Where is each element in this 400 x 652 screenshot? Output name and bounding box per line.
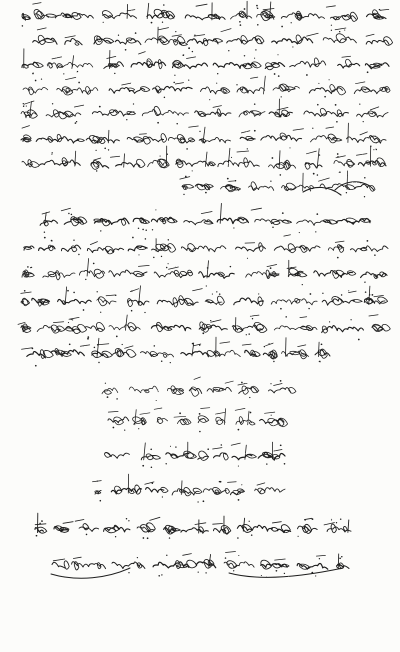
handwriting-dot [151, 467, 153, 469]
handwriting-dot [86, 534, 88, 536]
handwriting-dot [339, 171, 341, 173]
handwriting-dot [280, 380, 282, 382]
handwriting-dot [169, 537, 170, 538]
handwriting-dot [285, 316, 287, 318]
handwriting-dot [272, 157, 274, 159]
handwriting-dot [183, 54, 184, 55]
handwriting-dot [166, 267, 168, 269]
handwriting-dot [138, 254, 139, 255]
handwriting-dot [103, 22, 104, 23]
handwriting-dot [210, 320, 211, 321]
handwriting-dot [203, 500, 205, 502]
handwriting-dot [281, 26, 283, 28]
handwriting-dot [162, 22, 163, 23]
handwriting-dot [52, 152, 53, 153]
handwriting-dot [281, 96, 282, 97]
handwriting-dot [367, 240, 369, 242]
handwriting-dot [168, 263, 169, 264]
handwriting-dot [192, 170, 193, 171]
handwriting-dot [216, 291, 217, 292]
handwriting-dot [96, 170, 97, 171]
handwriting-dot [183, 194, 184, 195]
handwriting-dot [95, 150, 96, 151]
handwriting-dot [324, 96, 326, 98]
handwriting-dot [261, 575, 262, 576]
handwriting-dot [319, 558, 320, 559]
handwriting-dot [39, 523, 41, 525]
handwriting-dot [257, 24, 259, 26]
handwriting-dot [217, 73, 218, 74]
handwriting-dot [69, 343, 71, 345]
handwriting-dot [138, 228, 139, 229]
handwriting-dot [227, 178, 229, 180]
handwriting-dot [270, 267, 272, 269]
handwriting-dot [161, 256, 162, 257]
handwriting-dot [379, 9, 381, 11]
handwriting-dot [374, 254, 376, 256]
handwriting-dot [318, 83, 319, 84]
handwriting-dot [337, 153, 339, 155]
handwriting-dot [30, 267, 31, 268]
handwriting-dot [135, 32, 137, 34]
handwriting-dot [331, 30, 332, 31]
handwriting-stroke [109, 50, 110, 68]
handwriting-dot [116, 398, 118, 400]
handwriting-dot [78, 254, 79, 255]
handwriting-dot [85, 279, 86, 280]
handwriting-dot [247, 258, 248, 259]
handwriting-dot [51, 240, 53, 242]
handwriting-dot [272, 227, 274, 229]
handwriting-dot [235, 180, 236, 181]
handwriting-dot [23, 105, 25, 107]
handwriting-dot [179, 412, 181, 414]
handwriting-dot [365, 291, 367, 293]
handwriting-dot [125, 49, 127, 51]
handwriting-dot [225, 557, 226, 558]
handwriting-dot [153, 257, 155, 259]
handwriting-dot [70, 319, 71, 320]
handwriting-dot [241, 484, 242, 485]
handwriting-dot [207, 448, 209, 450]
handwriting-dot [122, 344, 123, 345]
handwriting-dot [237, 537, 239, 539]
handwriting-dot [256, 5, 258, 7]
handwriting-dot [185, 176, 186, 177]
handwriting-dot [100, 312, 101, 313]
handwriting-dot [205, 192, 207, 194]
handwriting-dot [173, 82, 175, 84]
handwriting-dot [143, 537, 145, 539]
handwriting-dot [41, 79, 42, 80]
handwriting-dot [331, 25, 332, 26]
handwriting-dot [238, 466, 239, 467]
handwriting-dot [199, 413, 201, 415]
handwriting-stroke [286, 338, 287, 357]
handwriting-dot [115, 294, 117, 296]
handwriting-dot [372, 294, 374, 296]
handwriting-dot [321, 343, 323, 345]
handwriting-dot [322, 293, 323, 294]
handwriting-dot [315, 575, 316, 576]
handwriting-dot [312, 128, 313, 129]
handwriting-dot [151, 22, 153, 24]
handwriting-dot [197, 501, 198, 502]
handwriting-dot [126, 119, 127, 120]
handwriting-dot [337, 156, 338, 157]
handwriting-dot [331, 519, 332, 520]
handwriting-dot [71, 214, 73, 216]
handwriting-dot [72, 319, 73, 320]
handwriting-dot [244, 55, 245, 56]
handwriting-dot [284, 573, 285, 574]
handwriting-dot [124, 429, 125, 430]
handwriting-dot [238, 555, 239, 556]
handwriting-dot [154, 345, 156, 347]
handwriting-dot [313, 173, 315, 175]
handwriting-dot [367, 71, 369, 73]
handwriting-dot [145, 229, 146, 230]
handwriting-dot [269, 343, 270, 344]
handwriting-dot [341, 294, 342, 295]
handwriting-dot [359, 103, 360, 104]
handwriting-dot [83, 309, 85, 311]
handwriting-dot [118, 35, 119, 36]
handwriting-dot [231, 157, 232, 158]
handwriting-dot [238, 429, 240, 431]
handwriting-dot [78, 82, 80, 84]
handwriting-dot [100, 500, 102, 502]
handwriting-dot [152, 482, 154, 484]
handwriting-dot [186, 148, 188, 150]
handwriting-stroke [127, 4, 128, 18]
handwriting-dot [239, 21, 241, 23]
handwriting-dot [363, 121, 364, 122]
handwriting-dot [156, 400, 157, 401]
handwriting-dot [228, 50, 229, 51]
handwriting-dot [205, 572, 206, 573]
handwriting-dot [264, 346, 265, 347]
handwriting-dot [220, 481, 222, 483]
handwriting-dot [26, 106, 27, 107]
handwriting-dot [337, 257, 339, 259]
handwriting-dot [163, 4, 165, 6]
handwriting-dot [233, 570, 234, 571]
handwriting-dot [209, 99, 210, 100]
handwriting-dot [147, 537, 149, 539]
handwriting-dot [249, 521, 250, 522]
handwriting-dot [52, 103, 53, 104]
handwriting-dot [339, 557, 341, 559]
handwriting-dot [273, 361, 274, 362]
handwriting-dot [164, 97, 165, 98]
handwriting-dot [340, 518, 341, 519]
handwriting-dot [68, 322, 69, 323]
handwriting-dot [100, 230, 101, 231]
handwriting-stroke [348, 123, 349, 142]
handwriting-dot [339, 31, 340, 32]
handwriting-dot [233, 227, 234, 228]
handwriting-dot [35, 365, 37, 367]
handwriting-dot [252, 318, 253, 319]
handwriting-dot [32, 73, 34, 75]
handwriting-dot [280, 444, 282, 446]
handwriting-dot [257, 8, 259, 10]
handwriting-dot [75, 122, 77, 124]
handwriting-dot [67, 290, 69, 292]
handwriting-dot [133, 103, 134, 104]
handwriting-dot [238, 499, 240, 501]
handwriting-dot [150, 449, 152, 451]
handwriting-dot [131, 310, 133, 312]
handwriting-dot [77, 71, 78, 72]
handwriting-dot [35, 80, 37, 82]
handwriting-dot [336, 121, 338, 123]
handwriting-dot [158, 575, 160, 577]
handwriting-dot [278, 75, 280, 77]
handwriting-dot [194, 34, 195, 35]
handwriting-dot [76, 121, 77, 122]
handwriting-dot [160, 156, 161, 157]
handwriting-dot [68, 213, 69, 214]
handwriting-dot [114, 73, 115, 74]
handwriting-dot [44, 237, 46, 239]
handwriting-dot [165, 463, 166, 464]
handwriting-dot [51, 154, 52, 155]
handwriting-dot [240, 24, 242, 26]
handwriting-dot [350, 319, 351, 320]
handwriting-dot [126, 518, 127, 519]
handwriting-dot [291, 267, 292, 268]
handwriting-dot [364, 177, 366, 179]
handwriting-dot [312, 518, 314, 520]
handwriting-dot [247, 148, 248, 149]
handwriting-dot [358, 339, 360, 341]
handwriting-dot [289, 147, 290, 148]
handwriting-dot [142, 465, 144, 467]
handwriting-dot [284, 463, 286, 465]
handwriting-dot [373, 149, 374, 150]
handwriting-dot [170, 362, 171, 363]
handwriting-dot [280, 308, 282, 310]
handwriting-dot [298, 536, 299, 537]
handwriting-dot [335, 104, 337, 106]
handwriting-dot [292, 46, 293, 47]
handwriting-dot [364, 196, 365, 197]
handwriting-dot [230, 266, 231, 267]
handwriting-dot [344, 30, 345, 31]
handwriting-dot [199, 345, 200, 346]
handwriting-dot [317, 174, 319, 176]
handwriting-dot [128, 572, 129, 573]
handwriting-dot [306, 74, 308, 76]
handwriting-dot [27, 266, 29, 268]
handwriting-dot [108, 149, 109, 150]
handwriting-dot [44, 231, 45, 232]
handwriting-dot [274, 73, 276, 75]
handwriting-dot [270, 181, 271, 182]
handwriting-dot [276, 570, 278, 572]
handwriting-dot [254, 103, 256, 105]
handwriting-dot [249, 397, 250, 398]
handwriting-dot [308, 308, 309, 309]
handwriting-dot [188, 47, 190, 49]
handwriting-dot [166, 555, 167, 556]
handwriting-dot [128, 520, 129, 521]
handwriting-dot [144, 312, 145, 313]
handwriting-dot [105, 383, 106, 384]
handwriting-dot [161, 574, 162, 575]
handwriting-dot [270, 383, 271, 384]
handwriting-dot [219, 293, 221, 295]
handwriting-dot [107, 396, 109, 398]
handwriting-dot [304, 519, 305, 520]
handwriting-dot [348, 290, 349, 291]
handwriting-dot [236, 84, 237, 85]
handwriting-dot [277, 54, 278, 55]
handwriting-dot [248, 333, 249, 334]
handwriting-dot [73, 240, 74, 241]
handwriting-dot [175, 446, 176, 447]
handwriting-dot [336, 522, 337, 523]
handwriting-dot [206, 285, 207, 286]
handwriting-dot [145, 238, 147, 240]
handwriting-dot [212, 294, 213, 295]
handwriting-dot [137, 557, 138, 558]
handwriting-dot [155, 209, 156, 210]
handwriting-dot [299, 232, 300, 233]
handwriting-dot [319, 361, 321, 363]
handwriting-dot [132, 237, 134, 239]
handwriting-dot [93, 263, 95, 265]
handwriting-dot [87, 338, 89, 340]
handwriting-dot [199, 131, 200, 132]
handwriting-dot [116, 336, 118, 338]
handwriting-dot [341, 556, 342, 557]
handwriting-dot [98, 362, 99, 363]
handwriting-dot [22, 25, 24, 27]
handwriting-dot [192, 51, 193, 52]
handwriting-dot [246, 334, 247, 335]
handwriting-dot [254, 130, 256, 132]
handwriting-dot [175, 31, 176, 32]
handwriting-dot [97, 480, 98, 481]
handwriting-dot [329, 321, 330, 322]
handwriting-dot [251, 534, 253, 536]
handwriting-dot [176, 123, 177, 124]
handwriting-dot [302, 284, 303, 285]
handwriting-dot [157, 122, 159, 124]
handwriting-dot [216, 83, 217, 84]
handwriting-dot [291, 22, 292, 23]
handwriting-dot [168, 239, 169, 240]
handwriting-dot [115, 536, 116, 537]
handwriting-dot [36, 535, 38, 537]
handwriting-dot [329, 79, 330, 80]
handwriting-dot [73, 292, 75, 294]
handwriting-dot [364, 282, 365, 283]
handwriting-dot [266, 463, 267, 464]
handwriting-dot [113, 427, 115, 429]
handwriting-dot [152, 229, 153, 230]
handwriting-dot [255, 49, 256, 50]
handwriting-dot [162, 496, 163, 497]
handwriting-dot [142, 229, 144, 231]
handwriting-stroke [338, 554, 339, 569]
handwriting-dot [258, 293, 259, 294]
handwriting-dot [316, 213, 318, 215]
handwriting-dot [198, 571, 199, 572]
handwriting-dot [97, 291, 98, 292]
handwriting-dot [376, 149, 377, 150]
handwriting-dot [202, 332, 204, 334]
handwriting-dot [99, 106, 101, 108]
handwriting-dot [250, 412, 252, 414]
handwriting-dot [280, 174, 282, 176]
handwriting-dot [161, 360, 162, 361]
handwriting-dot [271, 415, 272, 416]
handwriting-dot [317, 104, 319, 106]
handwriting-dot [282, 212, 284, 214]
handwriting-dot [244, 8, 246, 10]
handwriting-dot [241, 382, 243, 384]
handwriting-dot [41, 520, 43, 522]
handwriting-dot [319, 154, 320, 155]
handwriting-dot [199, 431, 201, 433]
handwriting-dot [310, 293, 312, 295]
handwriting-dot [221, 444, 222, 445]
handwriting-dot [315, 231, 316, 232]
handwriting-dot [24, 290, 26, 292]
handwriting-dot [346, 192, 347, 193]
handwriting-stroke [139, 134, 146, 135]
handwriting-dot [131, 290, 132, 291]
handwriting-dot [188, 79, 189, 80]
handwriting-dot [32, 348, 34, 350]
handwriting-dot [23, 103, 24, 104]
handwriting-dot [94, 347, 96, 349]
handwriting-dot [170, 446, 171, 447]
handwriting-dot [104, 148, 106, 150]
handwriting-dot [87, 336, 89, 338]
handwriting-dot [63, 73, 64, 74]
handwriting-dot [138, 428, 139, 429]
handwriting-dot [174, 75, 175, 76]
handwriting-dot [254, 58, 255, 59]
